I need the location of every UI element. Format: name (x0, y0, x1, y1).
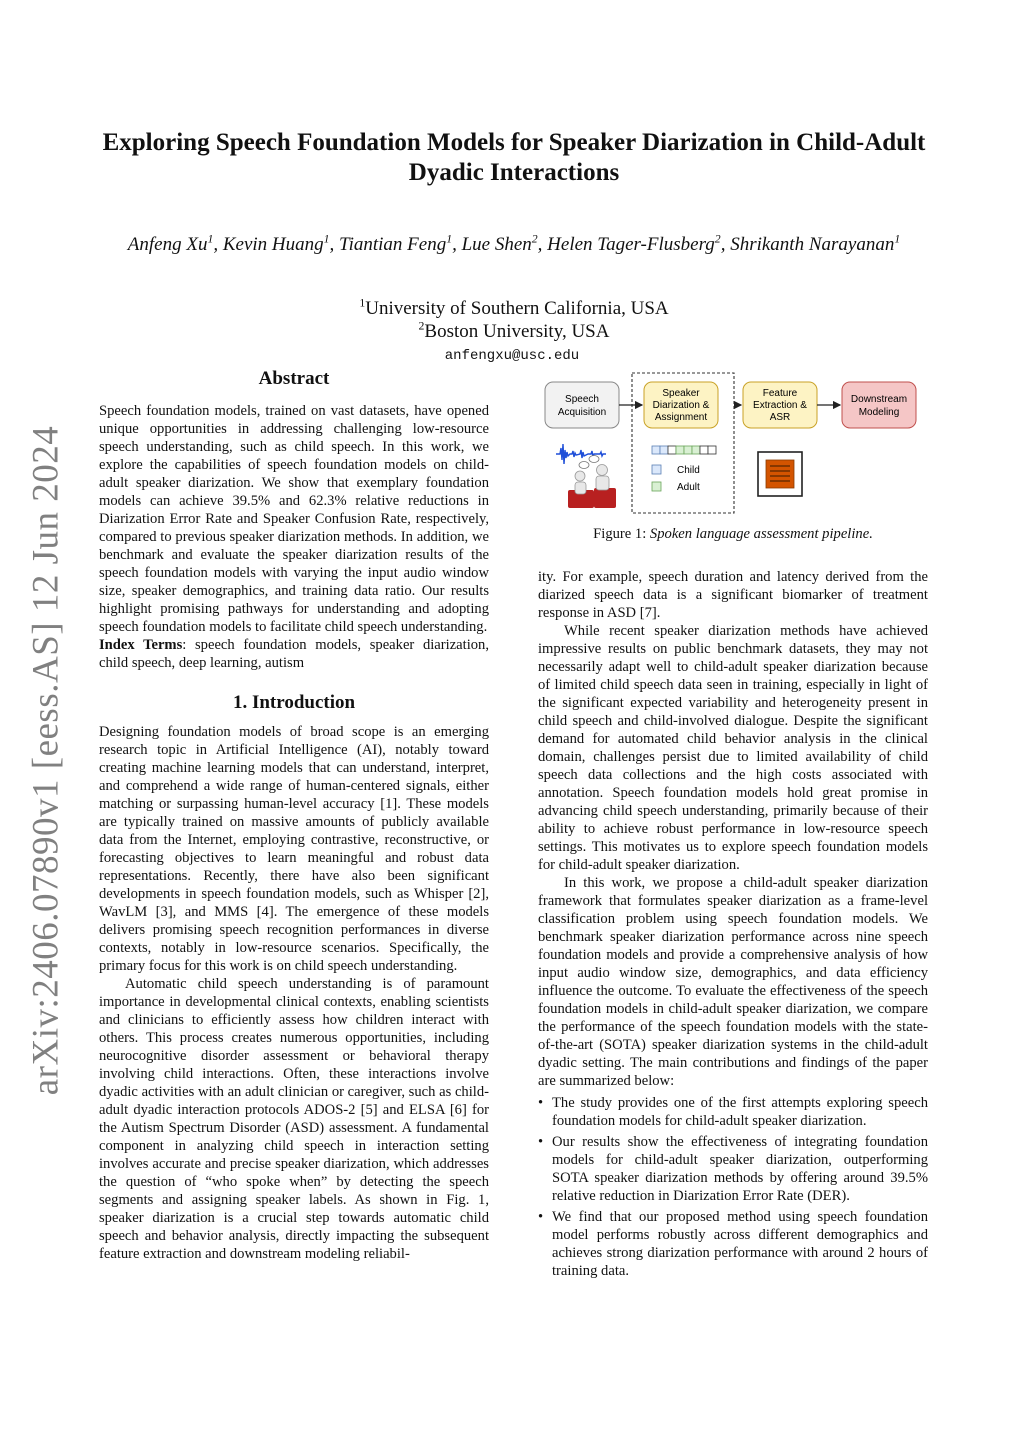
affiliation: $^2$Boston University, USA (418, 319, 610, 342)
frame-label-sequence (652, 446, 716, 454)
left-column (99, 368, 489, 1263)
intro-paragraph: ity. For example, speech duration and latency derived from the diarized speech data is a significant biomarker of treatment response in ASD [7]. (538, 569, 928, 621)
intro-paragraph: Automatic child speech understanding is of paramount importance in developmental clinical contexts, enabling scientists and clinicians to efficiently assess how children interact with others. This process creates numerous opportunities, including neurocognitive disorder assessment or behavioral therapy involving child interactions. Often, these interactions involve dyadic activities with an adult clinician or caregiver, such as child-adult dyadic interaction protocols ADOS-2 [5] and ELSA [6] for the Autism Spectrum Disorder (ASD) assessment. A fundamental component in analyzing child speech in interaction setting involves accurate and precise speaker diarization, which addresses the question of “who spoke when” by detecting the speech segments and assigning speaker labels. As shown in Fig. 1, speaker diarization is a crucial step towards automatic child speech and behavior analysis, directly impacting the subsequent feature extraction and downstream modeling reliabil- (99, 976, 489, 1262)
index-terms: Index Terms: speech foundation models, speaker diarization, child speech, deep learning, autism (99, 637, 489, 671)
author-list: Anfeng Xu$^1$, Kevin Huang$^1$, Tiantian Feng$^1$, Lue Shen$^2$, Helen Tager-Flusberg$^2$, Shrikanth Narayanan$^1$ (127, 232, 901, 255)
contribution-list (538, 1094, 928, 1280)
intro-paragraph: In this work, we propose a child-adult speaker diarization framework that formulates speaker diarization as a frame-level classification problem using speech foundation models. We benchmark speaker diarization performance across nine speech foundation models and provide a comprehensive analysis of how input audio window size, demographics, and data efficiency influence the outcome. To evaluate the effectiveness of the speech foundation models in child-adult speaker diarization, we compare the performance of the speech foundation models with the state-of-the-art (SOTA) speaker diarization systems in the child-adult dyadic setting. The main contributions and findings of the paper are summarized below: (538, 875, 928, 1089)
box-label: ASR (769, 412, 791, 423)
author: Tiantian Feng (339, 234, 447, 255)
paper-title: Exploring Speech Foundation Models for Speaker Diarization in Child-Adult Dyadic Interactions (102, 129, 926, 186)
author: Anfeng Xu (127, 234, 208, 255)
intro-paragraph: While recent speaker diarization methods have achieved impressive results on public benchmark datasets, they may not necessarily adapt well to child-adult speaker diarization because of limited child speech data seen in training, especially in light of the significant expected variability and heterogeneity present in child speech and child-involved dialogue. Despite the significant demand for automated child behavior analysis in the clinical domain, challenges persist due to limited availability of child speech data collections and the high costs associated with annotation. Speech foundation models hold great promise in advancing child speech understanding, primarily because of their ability to achieve robust performance in low-resource speech settings. This motivates us to explore speech foundation models for child-adult speaker diarization. (538, 623, 928, 873)
box-label: Downstream (850, 394, 908, 405)
box-label: Diarization & (652, 400, 710, 411)
author: Shrikanth Narayanan (730, 234, 895, 255)
box-label: Speech (565, 394, 599, 405)
box-label: Speaker (662, 388, 700, 399)
abstract-heading: Abstract (258, 368, 330, 389)
figure-1-pipeline (536, 372, 930, 522)
downstream-modeling-box (842, 382, 916, 428)
legend-adult-label: Adult (677, 482, 700, 493)
document-icon (758, 452, 802, 496)
affiliations (200, 297, 828, 343)
contact-email: anfengxu@usc.edu (444, 348, 580, 364)
right-column (538, 568, 928, 1283)
author: Helen Tager-Flusberg (547, 234, 715, 255)
arxiv-id: arXiv:2406.07890v1 [eess.AS] 12 Jun 2024 (25, 425, 67, 1095)
people-conversation-icon (568, 456, 616, 509)
list-item: • The study provides one of the first attempts exploring speech foundation models for child-adult speaker diarization. (538, 1094, 928, 1130)
box-label: Modeling (858, 407, 900, 418)
author: Kevin Huang (222, 234, 324, 255)
speech-acquisition-box (545, 382, 619, 428)
box-label: Extraction & (753, 400, 807, 411)
box-label: Feature (762, 388, 798, 399)
box-label: Assignment (654, 412, 708, 423)
legend-adult-swatch (652, 482, 661, 491)
section-heading-introduction: 1. Introduction (232, 692, 356, 713)
list-item: • Our results show the effectiveness of integrating foundation models for child-adult speaker diarization, outperforming SOTA speaker diarization methods by offering around 39.5% relative reduction in Diarization Error Rate (DER). (538, 1133, 928, 1205)
list-item: • We find that our proposed method using speech foundation model performs robustly across different demographics and achieves strong diarization performance with around 2 hours of training data. (538, 1208, 928, 1280)
box-label: Acquisition (557, 407, 607, 418)
arxiv-watermark (25, 425, 67, 1095)
pipeline-diagram (536, 372, 930, 522)
intro-paragraph: Designing foundation models of broad scope is an emerging research topic in Artificial Intelligence (AI), notably toward creating machine learning models that can understand, interpret, and comprehend a wide range of human-centered signals, either matching or surpassing human-level accuracy [1]. These models are typically trained on massive amounts of publicly available data from the Internet, employing contrastive, reconstructive, or forecasting objectives to learn meaningful and robust data representations. Recently, there have also been significant developments in speech foundation models, such as Whisper [2], WavLM [3], and MMS [4]. The emergence of these models delivers promising speech recognition performances in diverse contexts, notably in low-resource scenarios. Specifically, the primary focus for this work is on child speech understanding. (99, 724, 489, 974)
author: Lue Shen (461, 234, 532, 255)
legend-child-label: Child (677, 465, 700, 476)
affiliation: $^1$University of Southern California, USA (359, 296, 669, 319)
abstract-text: Speech foundation models, trained on vast datasets, have opened unique opportunities in addressing challenging low-resource speech understanding, such as child speech. In this work, we explore the capabilities of speech foundation models on child-adult speaker diarization. We show that exemplary foundation models can achieve 39.5% and 62.3% relative reductions in Diarization Error Rate and Speaker Confusion Rate, respectively, compared to previous speaker diarization methods. In addition, we benchmark and evaluate the speaker diarization results of the speech foundation models with varying the input audio window size, speaker demographics, and training data ratio. Our results highlight promising pathways for understanding and adopting speech foundation models to facilitate child speech understanding. (99, 403, 489, 635)
figure-1-caption: Figure 1: Spoken language assessment pipeline. (593, 526, 873, 542)
legend-child-swatch (652, 465, 661, 474)
